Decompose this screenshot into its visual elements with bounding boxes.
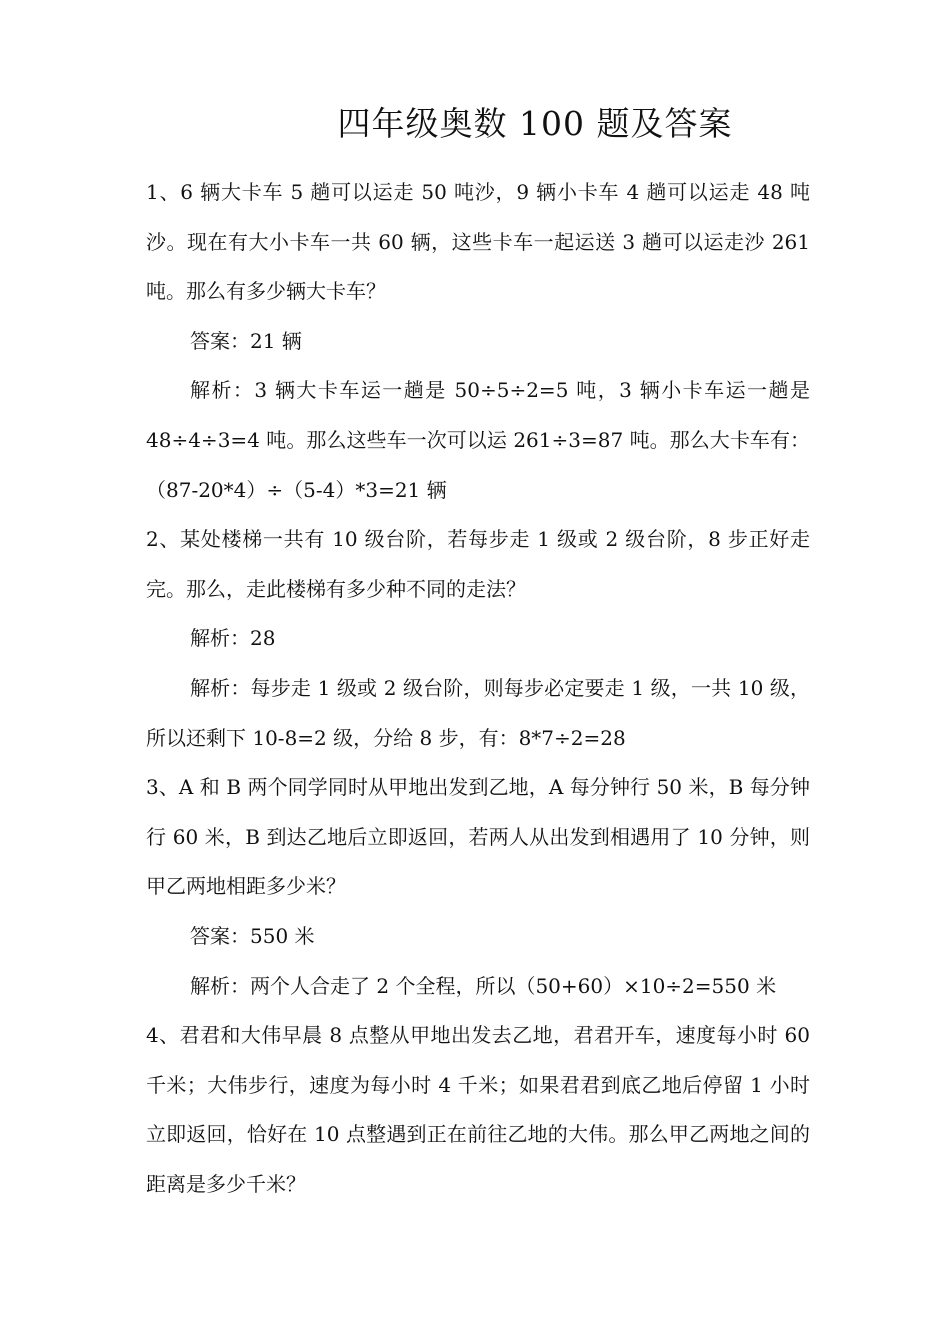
answer-paragraph: 解析：28 (190, 626, 276, 651)
question-paragraph: 2、某处楼梯一共有 10 级台阶，若每步走 1 级或 2 级台阶，8 步正好走完。那么，走此楼梯有多少种不同的走法？ (146, 527, 810, 601)
question-paragraph: 1、6 辆大卡车 5 趟可以运走 50 吨沙，9 辆小卡车 4 趟可以运走 48 吨沙。现在有大小卡车一共 60 辆，这些卡车一起运送 3 趟可以运走沙 261 吨。那么有多少辆大卡车？ (146, 180, 810, 304)
answer-paragraph: 答案：21 辆 (190, 328, 302, 353)
answer-paragraph: 解析：每步走 1 级或 2 级台阶，则每步必定要走 1 级，一共 10 级，所以还剩下 10-8=2 级，分给 8 步，有：8*7÷2=28 (146, 675, 810, 750)
answer-paragraph: 答案：550 米 (190, 923, 315, 948)
question-paragraph: 3、A 和 B 两个同学同时从甲地出发到乙地，A 每分钟行 50 米，B 每分钟行 60 米，B 到达乙地后立即返回，若两人从出发到相遇用了 10 分钟，则甲乙两地相距多少米？ (146, 775, 810, 899)
question-paragraph: 4、君君和大伟早晨 8 点整从甲地出发去乙地，君君开车，速度每小时 60 千米；大伟步行，速度为每小时 4 千米；如果君君到底乙地后停留 1 小时立即返回，恰好在 10 点整遇到正在前往乙地的大伟。那么甲乙两地之间的距离是多少千米？ (146, 1023, 810, 1196)
answer-paragraph: 解析：两个人合走了 2 个全程，所以（50+60）×10÷2=550 米 (190, 973, 777, 998)
answer-paragraph: 解析：3 辆大卡车运一趟是 50÷5÷2=5 吨，3 辆小卡车运一趟是 48÷4÷3=4 吨。那么这些车一次可以运 261÷3=87 吨。那么大卡车有：（87-20*4）÷（5-4）*3=21 辆 (146, 378, 810, 502)
document-body (146, 168, 810, 1209)
document-title: 四年级奥数 100 题及答案 (337, 104, 733, 143)
